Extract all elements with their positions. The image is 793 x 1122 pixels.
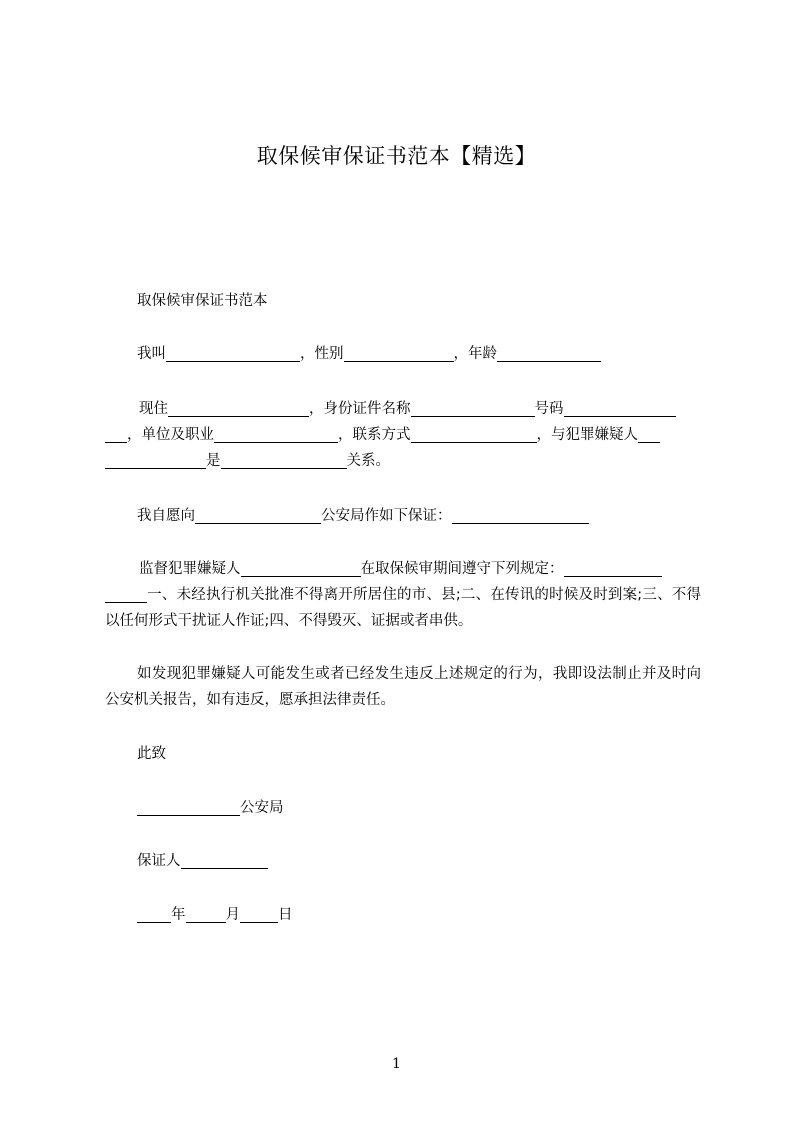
contact-blank[interactable]	[411, 425, 537, 443]
voluntary-guarantee-line	[137, 503, 733, 529]
label-contact: ，联系方式	[338, 427, 411, 443]
date-line	[137, 902, 733, 928]
supervision-rules	[105, 582, 701, 634]
label-gender: ，性别	[300, 346, 344, 362]
label-day: 日	[278, 907, 293, 923]
label-occupation: ，单位及职业	[127, 427, 214, 443]
id-type-blank[interactable]	[411, 399, 535, 417]
guarantor-blank[interactable]	[181, 851, 268, 869]
relation-blank[interactable]	[221, 451, 347, 469]
closing-line: 此致	[137, 746, 166, 762]
address-paragraph	[105, 396, 701, 474]
label-relation: 关系。	[346, 453, 390, 469]
rules-text: 一、未经执行机关批准不得离开所居住的市、县;二、在传讯的时候及时到案;三、不得以任何形式干扰证人作证;四、不得毁灭、证据或者串供。	[105, 587, 701, 629]
suspect-name-blank[interactable]	[241, 559, 361, 577]
guarantor-line	[137, 848, 733, 874]
label-address: 现住	[139, 401, 168, 417]
label-is: 是	[206, 453, 221, 469]
address-line-2	[105, 422, 701, 448]
violation-report-paragraph: 如发现犯罪嫌疑人可能发生或者已经发生违反上述规定的行为，我即设法制止并及时向公安机关报告，如有违反，愿承担法律责任。	[105, 666, 701, 708]
label-id-number: 号码	[534, 401, 564, 417]
id-number-blank[interactable]	[564, 399, 676, 417]
suspect-blank[interactable]	[638, 425, 660, 443]
recipient-line	[137, 795, 733, 821]
label-age: ，年龄	[453, 346, 497, 362]
label-month: 月	[225, 907, 240, 923]
age-blank[interactable]	[497, 344, 601, 362]
rules-blank[interactable]	[564, 559, 662, 577]
occupation-blank[interactable]	[214, 425, 338, 443]
label-suspect-relation: ，与犯罪嫌疑人	[536, 427, 638, 443]
label-rules: 在取保候审期间遵守下列规定：	[360, 561, 564, 577]
day-blank[interactable]	[240, 905, 278, 923]
label-id-type: ，身份证件名称	[309, 401, 411, 417]
police-bureau-blank[interactable]	[195, 506, 321, 524]
label-name: 我叫	[137, 346, 166, 362]
label-guarantee: 公安局作如下保证：	[321, 508, 452, 524]
label-guarantor: 保证人	[137, 853, 181, 869]
guarantee-blank[interactable]	[452, 506, 589, 524]
label-recipient: 公安局	[240, 800, 284, 816]
document-title: 取保候审保证书范本【精选】	[256, 144, 537, 168]
supervision-paragraph	[105, 556, 701, 634]
suspect-blank-cont[interactable]	[105, 451, 206, 469]
address-line-1	[105, 396, 701, 422]
page-number: 1	[392, 1056, 401, 1072]
supervision-line-1	[105, 556, 701, 582]
rules-blank-cont[interactable]	[105, 585, 147, 603]
name-blank[interactable]	[166, 344, 300, 362]
label-year: 年	[171, 907, 186, 923]
name-gender-age-line	[137, 341, 733, 367]
id-number-blank-cont[interactable]	[105, 425, 127, 443]
year-blank[interactable]	[137, 905, 171, 923]
gender-blank[interactable]	[344, 344, 454, 362]
address-line-3	[105, 448, 701, 474]
recipient-blank[interactable]	[137, 798, 240, 816]
month-blank[interactable]	[186, 905, 226, 923]
label-supervise: 监督犯罪嫌疑人	[139, 561, 241, 577]
label-voluntary: 我自愿向	[137, 508, 195, 524]
document-heading: 取保候审保证书范本	[137, 293, 268, 309]
address-blank[interactable]	[168, 399, 309, 417]
